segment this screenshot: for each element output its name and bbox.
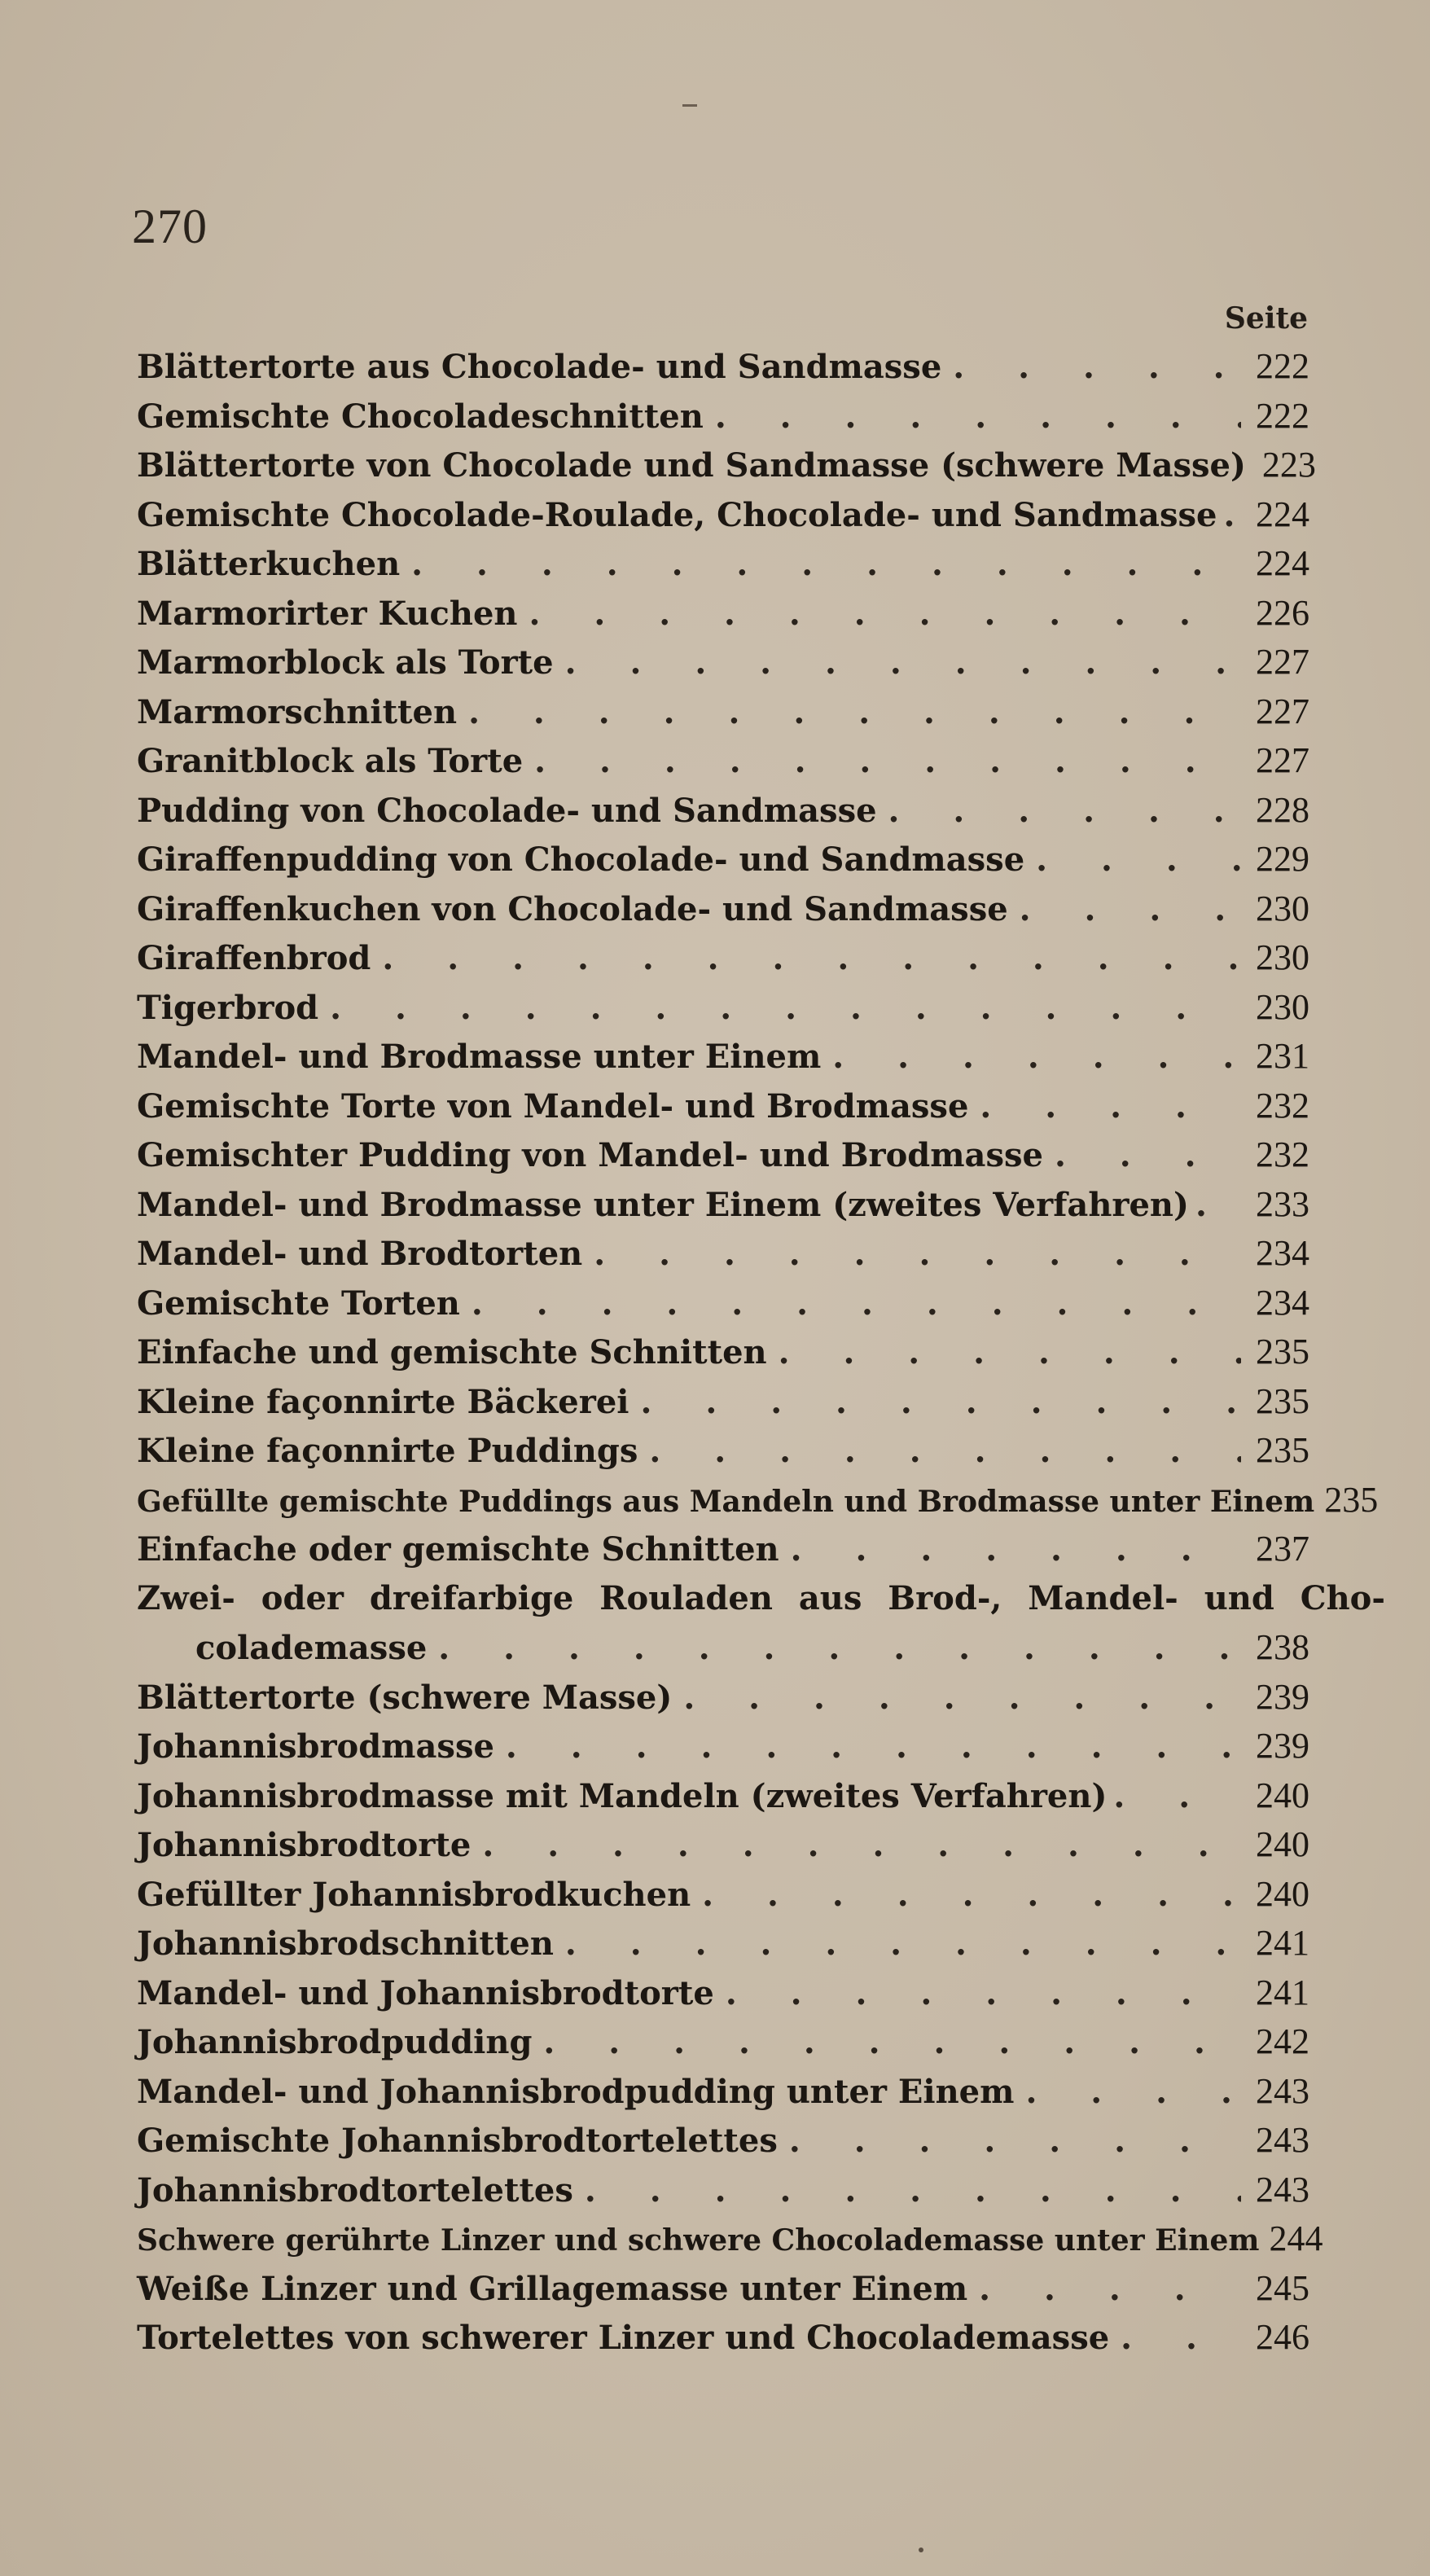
entry-page: 224 [1256, 543, 1309, 583]
dot-leader [726, 1969, 1241, 2019]
toc-entry [137, 392, 1309, 441]
dot-leader [482, 1821, 1241, 1871]
entry-title: Marmorblock als Torte [137, 643, 554, 682]
entry-page: 234 [1256, 1282, 1309, 1323]
ink-speck [919, 2547, 923, 2552]
entry-page: 246 [1256, 2317, 1309, 2357]
toc-entry [137, 1130, 1309, 1180]
toc-entry [137, 835, 1309, 884]
dot-leader [789, 2117, 1241, 2166]
entry-page: 243 [1256, 2169, 1309, 2210]
dot-leader [543, 2018, 1241, 2068]
dot-leader [411, 540, 1241, 590]
entry-title-line2: colademasse [195, 1629, 428, 1667]
dot-leader [715, 393, 1241, 442]
dot-leader [1055, 1131, 1241, 1181]
entry-page: 230 [1256, 937, 1309, 977]
entry-page: 226 [1256, 592, 1309, 633]
entry-title: Johannisbrodtorte [137, 1826, 472, 1864]
entry-title: Johannisbrodtortelettes [137, 2170, 573, 2210]
entry-title: Kleine façonnirte Bäckerei [137, 1382, 629, 1421]
entry-page: 235 [1256, 1380, 1309, 1421]
toc-entry [137, 2166, 1309, 2215]
entry-title: Weiße Linzer und Grillagemasse unter Einem [137, 2269, 968, 2308]
dot-leader [1020, 885, 1241, 935]
entry-page: 227 [1256, 642, 1309, 682]
print-mark [682, 104, 697, 107]
entry-title: Johannisbrodmasse mit Mandeln (zweites Verfahren) [137, 1776, 1108, 1815]
entry-page: 227 [1256, 691, 1309, 731]
column-header-seite: Seite [1224, 301, 1308, 336]
entry-page: 228 [1256, 789, 1309, 830]
entry-page: 235 [1324, 1479, 1379, 1520]
entry-page: 240 [1256, 1775, 1309, 1815]
entry-title: Gefüllte gemischte Puddings aus Mandeln und Brodmasse unter Einem [137, 1484, 1315, 1519]
dot-leader [534, 737, 1241, 787]
table-of-contents [137, 342, 1385, 2363]
entry-title: Johannisbrodschnitten [137, 1924, 554, 1963]
entry-page: 223 [1261, 445, 1316, 485]
entry-title: Giraffenpudding von Chocolade- und Sandmasse [137, 840, 1025, 879]
dot-leader [1025, 2068, 1241, 2117]
toc-entry [137, 1919, 1309, 1968]
entry-title: Schwere gerührte Linzer und schwere Chocolademasse unter Einem [137, 2223, 1260, 2258]
entry-page: 243 [1256, 2070, 1309, 2111]
dot-leader [438, 1624, 1241, 1674]
dot-leader [979, 2265, 1241, 2315]
toc-entry [137, 1426, 1309, 1476]
toc-entry [137, 589, 1309, 639]
dot-leader [506, 1722, 1241, 1772]
toc-entry [137, 1279, 1309, 1328]
dot-leader [382, 934, 1241, 984]
toc-entry [137, 1229, 1309, 1279]
entry-title: Johannisbrodmasse [137, 1727, 494, 1766]
entry-title: Giraffenbrod [137, 939, 371, 977]
entry-title-continuation [137, 1623, 1309, 1674]
dot-leader [468, 688, 1241, 738]
toc-entry-wrapped [137, 1574, 1385, 1673]
entry-title: Blättertorte von Chocolade und Sandmasse (schwere Masse) [137, 446, 1246, 485]
entry-title: Giraffenkuchen von Chocolade- und Sandmasse [137, 889, 1008, 928]
toc-entry [137, 1870, 1309, 1920]
entry-title: Marmorirter Kuchen [137, 594, 518, 633]
entry-page: 229 [1256, 839, 1309, 879]
entry-page: 242 [1256, 2021, 1309, 2061]
dot-leader [791, 1525, 1241, 1575]
entry-title: Blättertorte aus Chocolade- und Sandmasse [137, 348, 942, 386]
toc-entry [137, 638, 1309, 687]
dot-leader [529, 590, 1241, 639]
entry-title: Gemischte Chocoladeschnitten [137, 397, 704, 436]
dot-leader [683, 1674, 1241, 1723]
toc-entry [137, 736, 1309, 786]
toc-entry [137, 1032, 1309, 1082]
entry-title: Gemischte Chocolade-Roulade, Chocolade- und Sandmasse [137, 495, 1217, 534]
entry-page: 222 [1256, 346, 1309, 386]
entry-title: Einfache oder gemischte Schnitten [137, 1530, 779, 1569]
entry-title: Blättertorte (schwere Masse) [137, 1678, 673, 1717]
dot-leader [649, 1427, 1241, 1477]
dot-leader [1121, 2314, 1241, 2363]
dot-leader [594, 1230, 1241, 1279]
entry-title: Marmorschnitten [137, 692, 458, 731]
toc-entry [137, 1820, 1309, 1870]
toc-entry [137, 2264, 1309, 2314]
dot-leader [565, 639, 1241, 688]
toc-entry [137, 1377, 1309, 1427]
dot-leader [330, 984, 1241, 1033]
entry-title: Tigerbrod [137, 988, 319, 1027]
entry-page: 239 [1256, 1726, 1309, 1766]
toc-entry [137, 687, 1309, 737]
entry-page: 245 [1256, 2267, 1309, 2308]
entry-page: 235 [1256, 1332, 1309, 1371]
dot-leader [779, 1328, 1241, 1378]
entry-page: 233 [1256, 1183, 1309, 1224]
dot-leader [640, 1378, 1241, 1428]
entry-page: 230 [1256, 986, 1309, 1027]
entry-title: Johannisbrodpudding [137, 2023, 533, 2061]
toc-entry [137, 342, 1309, 392]
toc-entry [137, 1771, 1309, 1821]
toc-entry [137, 933, 1309, 983]
dot-leader [565, 1920, 1241, 1969]
entry-title: Gemischte Torten [137, 1284, 460, 1323]
entry-page: 240 [1256, 1873, 1309, 1914]
entry-title: Mandel- und Johannisbrodtorte [137, 1973, 714, 2012]
toc-entry [137, 983, 1309, 1033]
dot-leader [1113, 1772, 1246, 1822]
entry-title: Gemischter Pudding von Mandel- und Brodmasse [137, 1136, 1043, 1174]
entry-title: Mandel- und Brodmasse unter Einem (zweites Verfahren) [137, 1185, 1189, 1224]
toc-entry [137, 539, 1309, 589]
entry-title: Tortelettes von schwerer Linzer und Chocolademasse [137, 2319, 1110, 2357]
entry-page: 240 [1256, 1824, 1309, 1864]
entry-page: 231 [1256, 1036, 1309, 1076]
dot-leader [980, 1082, 1241, 1132]
toc-entry [137, 1327, 1309, 1377]
entry-page: 243 [1256, 2120, 1309, 2160]
toc-entry [137, 1082, 1309, 1131]
dot-leader [832, 1033, 1241, 1082]
entry-title-line1: Zwei- oder dreifarbige Rouladen aus Brod-, Mandel- und Cho- [137, 1578, 1385, 1617]
dot-leader [585, 2166, 1241, 2216]
entry-title: Mandel- und Brodtorten [137, 1235, 583, 1273]
entry-title: Mandel- und Johannisbrodpudding unter Einem [137, 2072, 1015, 2111]
entry-page: 232 [1256, 1134, 1309, 1174]
entry-title: Kleine façonnirte Puddings [137, 1432, 638, 1470]
dot-leader [953, 343, 1241, 393]
entry-page: 238 [1256, 1627, 1309, 1667]
entry-title: Pudding von Chocolade- und Sandmasse [137, 791, 877, 830]
entry-page: 244 [1269, 2218, 1323, 2258]
toc-entry [137, 1525, 1309, 1574]
entry-page: 241 [1256, 1972, 1309, 2012]
toc-entry [137, 2313, 1309, 2363]
toc-entry [137, 1673, 1309, 1722]
entry-page: 241 [1256, 1923, 1309, 1963]
entry-title: Blätterkuchen [137, 545, 401, 583]
toc-entry [137, 2067, 1309, 2117]
toc-entry [137, 884, 1309, 934]
toc-entry [137, 1476, 1379, 1525]
dot-leader [702, 1871, 1241, 1920]
toc-entry [137, 441, 1316, 490]
entry-title: Gemischte Johannisbrodtortelettes [137, 2122, 778, 2160]
entry-title: Gemischte Torte von Mandel- und Brodmasse [137, 1086, 969, 1126]
dot-leader [1195, 1181, 1246, 1231]
toc-entry [137, 2017, 1309, 2067]
entry-page: 227 [1256, 740, 1309, 780]
dot-leader [1223, 491, 1246, 541]
entry-title: Einfache und gemischte Schnitten [137, 1333, 767, 1371]
entry-page: 235 [1256, 1430, 1309, 1470]
entry-page: 239 [1256, 1676, 1309, 1717]
toc-entry [137, 1180, 1309, 1230]
toc-entry [137, 2116, 1309, 2166]
entry-title: Mandel- und Brodmasse unter Einem [137, 1038, 822, 1076]
dot-leader [1036, 836, 1241, 885]
toc-entry [137, 2214, 1323, 2264]
entry-title: Granitblock als Torte [137, 742, 524, 780]
entry-page: 234 [1256, 1233, 1309, 1273]
entry-page: 237 [1256, 1529, 1309, 1569]
entry-page: 230 [1256, 888, 1309, 928]
dot-leader [888, 787, 1241, 836]
entry-page: 222 [1256, 395, 1309, 436]
entry-title: Gefüllter Johannisbrodkuchen [137, 1875, 691, 1914]
entry-page: 232 [1256, 1085, 1309, 1126]
toc-entry [137, 786, 1309, 836]
toc-entry [137, 490, 1309, 540]
toc-entry [137, 1968, 1309, 2018]
page-number: 270 [132, 200, 208, 253]
toc-entry [137, 1722, 1309, 1771]
entry-page: 224 [1256, 494, 1309, 534]
dot-leader [472, 1279, 1241, 1329]
